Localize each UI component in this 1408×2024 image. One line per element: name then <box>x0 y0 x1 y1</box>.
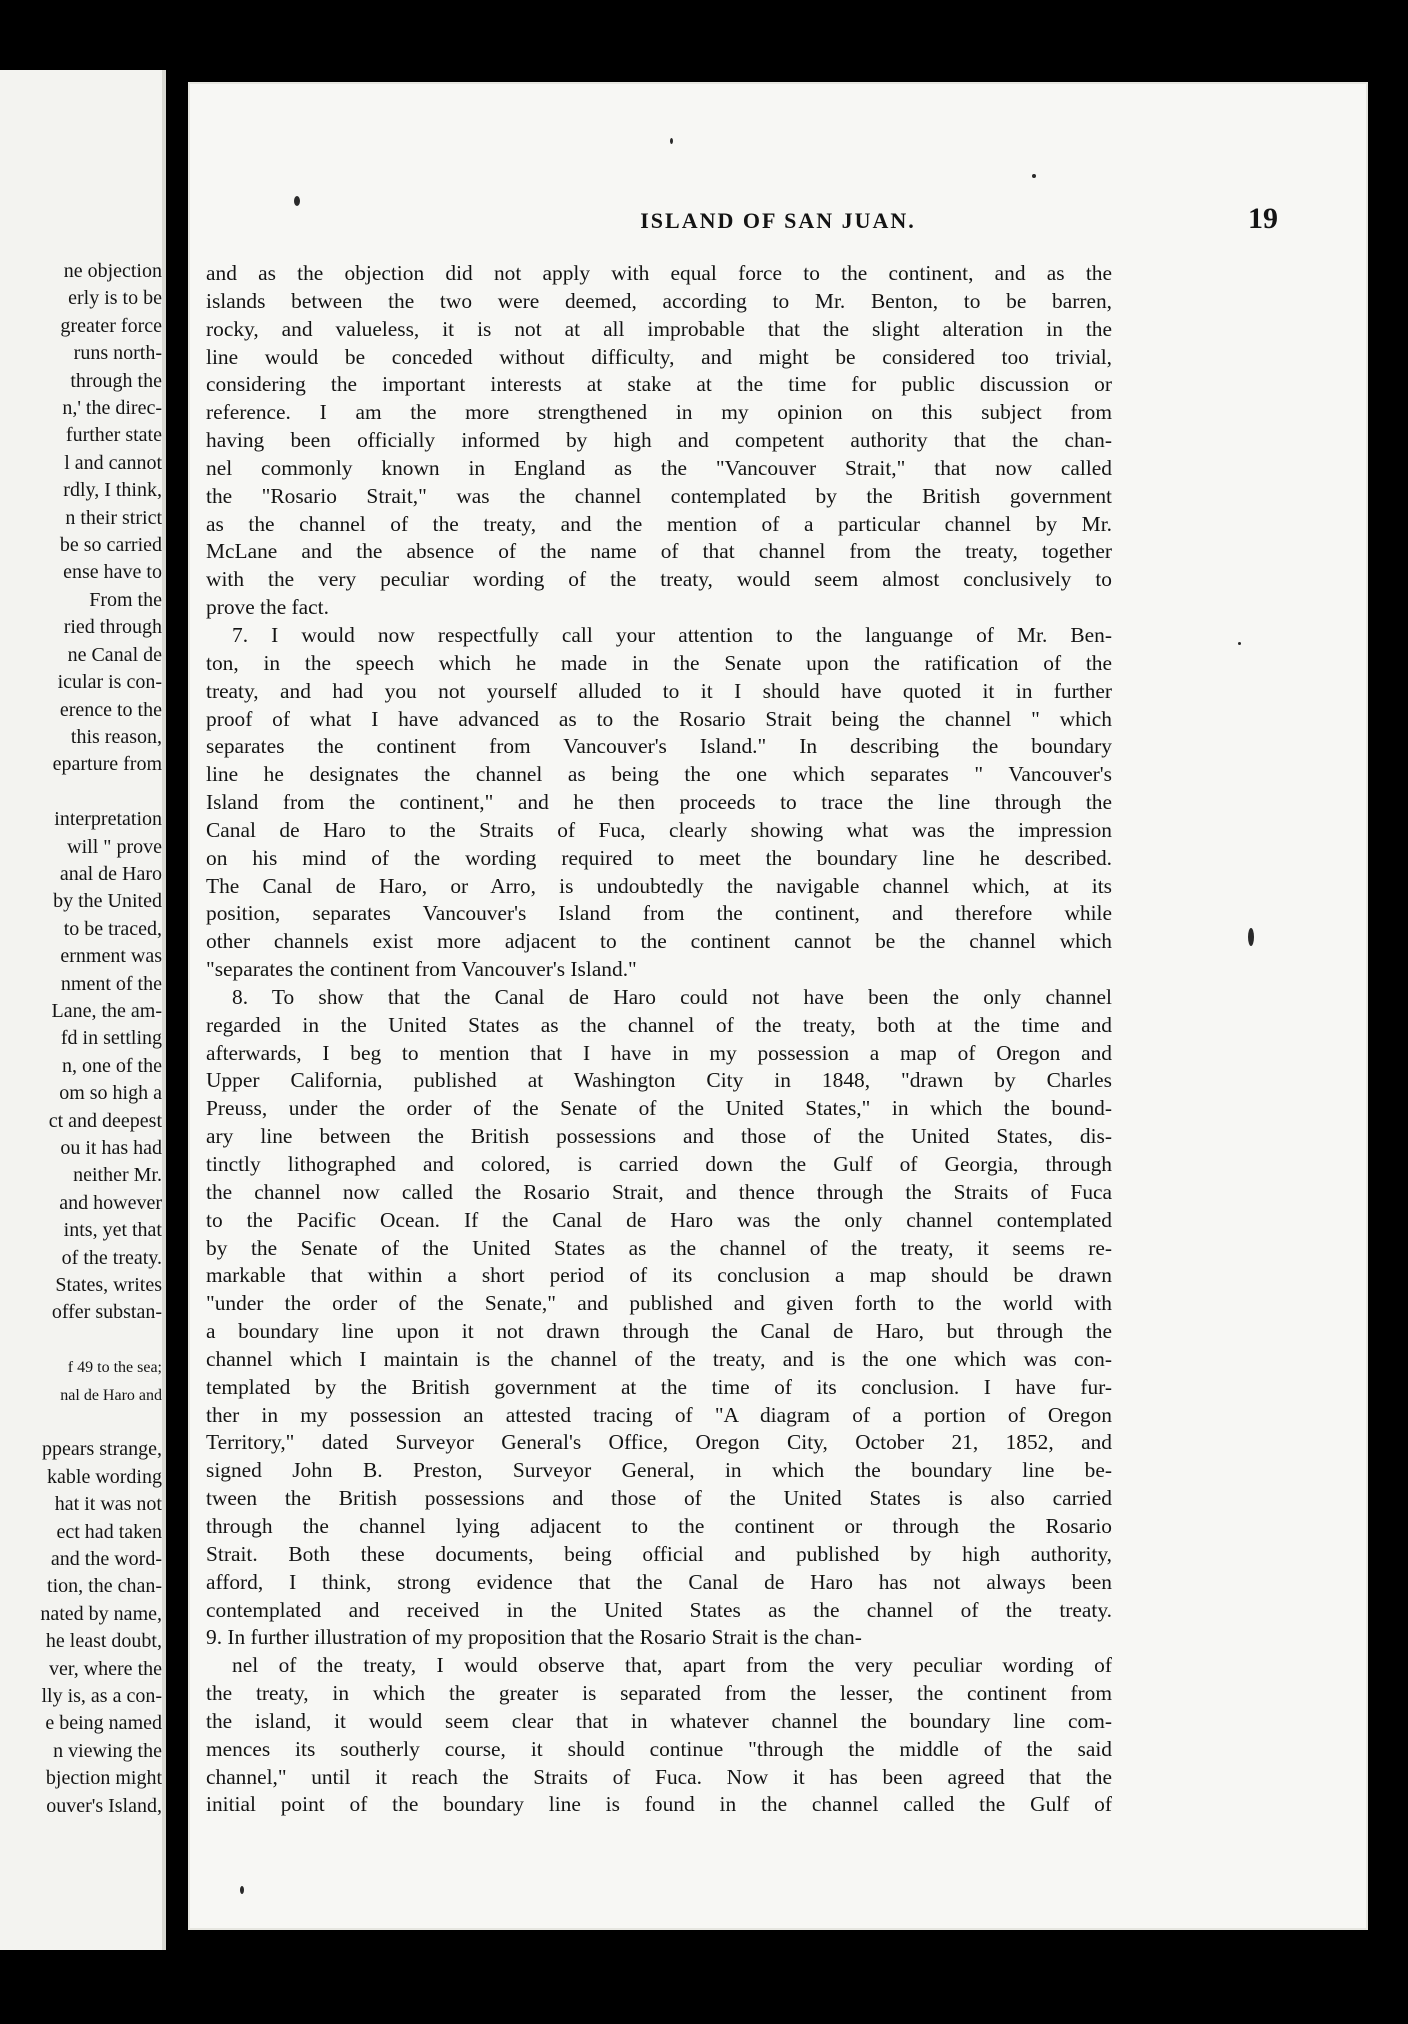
left-page-line: kable wording <box>47 1465 162 1488</box>
text-line: Canal de Haro to the Straits of Fuca, clearly showing what was the impression <box>206 817 1112 842</box>
text-line: tinctly lithographed and colored, is carried down the Gulf of Georgia, through <box>206 1152 1112 1176</box>
left-page-line: neither Mr. <box>73 1164 162 1187</box>
text-line: The Canal de Haro, or Arro, is undoubtedly the navigable channel which, at its <box>206 873 1112 898</box>
text-line: afford, I think, strong evidence that the Canal de Haro has not always been <box>206 1569 1112 1594</box>
left-page-line: ou it has had <box>60 1136 162 1159</box>
left-page-line: tion, the chan- <box>47 1575 162 1598</box>
text-line: islands between the two were deemed, according to Mr. Benton, to be barren, <box>206 288 1112 313</box>
text-line: rocky, and valueless, it is not at all improbable that the slight alteration in the <box>206 316 1112 341</box>
text-line: through the channel lying adjacent to the continent or through the Rosario <box>206 1513 1112 1538</box>
left-page-line: further state <box>65 424 162 447</box>
left-page-line: ect had taken <box>56 1520 162 1543</box>
text-line: 7. I would now respectfully call your attention to the languange of Mr. Ben- <box>232 622 1112 647</box>
left-page-line: ver, where the <box>48 1657 162 1680</box>
left-page-line: n their strict <box>65 506 162 529</box>
left-page-line: nal de Haro and <box>60 1386 162 1404</box>
text-line: channel," until it reach the Straits of Fuca. Now it has been agreed that the <box>206 1764 1112 1789</box>
left-page-line: l and cannot <box>64 451 162 474</box>
text-line: Island from the continent," and he then proceeds to trace the line through the <box>206 790 1112 815</box>
left-page-line: nated by name, <box>40 1602 162 1625</box>
text-line: to the Pacific Ocean. If the Canal de Haro was the only channel contemplated <box>206 1207 1112 1232</box>
left-page-line <box>0 1327 162 1354</box>
text-line: initial point of the boundary line is found in the channel called the Gulf of <box>206 1792 1112 1817</box>
text-line: nel commonly known in England as the "Vancouver Strait," that now called <box>206 455 1112 480</box>
text-line: line would be conceded without difficulty, and might be considered too trivial, <box>206 344 1112 369</box>
text-line: 9. In further illustration of my proposition that the Rosario Strait is the chan- <box>206 1625 862 1650</box>
left-page-line: offer substan- <box>51 1301 162 1324</box>
left-page-line: ints, yet that <box>63 1219 162 1242</box>
text-line: the channel now called the Rosario Strait, and thence through the Straits of Fuca <box>206 1179 1112 1204</box>
running-title: ISLAND OF SAN JUAN. <box>640 208 916 233</box>
left-page-line: runs north- <box>73 342 162 365</box>
left-page-line: rdly, I think, <box>63 479 162 502</box>
left-page-line: ried through <box>63 616 162 639</box>
text-line: "under the order of the Senate," and published and given forth to the world with <box>206 1291 1112 1316</box>
text-line: position, separates Vancouver's Island from the continent, and therefore while <box>206 901 1112 926</box>
document-page <box>188 82 1368 1930</box>
text-line: 8. To show that the Canal de Haro could not have been the only channel <box>232 984 1112 1009</box>
left-page-line: hat it was not <box>54 1493 162 1516</box>
text-line: tween the British possessions and those of the United States is also carried <box>206 1486 1112 1511</box>
left-page-line: ne Canal de <box>67 643 162 666</box>
text-line: contemplated and received in the United States as the channel of the treaty. <box>206 1597 1112 1622</box>
text-line: having been officially informed by high and competent authority that the chan- <box>206 428 1112 453</box>
text-line: as the channel of the treaty, and the mention of a particular channel by Mr. <box>206 511 1112 536</box>
text-line: Territory," dated Surveyor General's Office, Oregon City, October 21, 1852, and <box>206 1430 1112 1455</box>
left-page-line: anal de Haro <box>59 862 162 885</box>
left-page-line: through the <box>70 369 162 392</box>
text-line: "separates the continent from Vancouver's Island." <box>206 957 637 982</box>
text-line: with the very peculiar wording of the treaty, would seem almost conclusively to <box>206 567 1112 592</box>
left-page-line: States, writes <box>55 1274 162 1297</box>
left-page-fragment <box>0 70 166 1950</box>
text-line: a boundary line upon it not drawn through the Canal de Haro, but through the <box>206 1319 1112 1344</box>
left-page-line: e being named <box>45 1712 162 1735</box>
left-page-line: n viewing the <box>53 1739 162 1762</box>
text-line: Preuss, under the order of the Senate of the United States," in which the bound- <box>206 1096 1112 1121</box>
text-line: McLane and the absence of the name of that channel from the treaty, together <box>206 539 1112 564</box>
left-page-line: nment of the <box>60 972 162 995</box>
left-page-line: fd in settling <box>60 1027 162 1050</box>
text-line: channel which I maintain is the channel of the treaty, and is the one which was con- <box>206 1346 1112 1371</box>
text-line: signed John B. Preston, Surveyor General, in which the boundary line be- <box>206 1458 1112 1483</box>
text-line: reference. I am the more strengthened in my opinion on this subject from <box>206 400 1112 425</box>
text-line: ary line between the British possessions and those of the United States, dis- <box>206 1124 1112 1149</box>
text-line: considering the important interests at stake at the time for public discussion or <box>206 372 1112 397</box>
body-text <box>206 260 1112 1819</box>
left-page-line: bjection might <box>45 1767 162 1790</box>
text-line: afterwards, I beg to mention that I have in my possession a map of Oregon and <box>206 1040 1112 1065</box>
text-line: and as the objection did not apply with equal force to the continent, and as the <box>206 261 1112 285</box>
text-line: the treaty, in which the greater is separated from the lesser, the continent from <box>206 1681 1112 1706</box>
left-page-line: ense have to <box>63 561 162 584</box>
text-line: Strait. Both these documents, being official and published by high authority, <box>206 1541 1112 1566</box>
left-page-line <box>0 779 162 806</box>
left-page-line: ppears strange, <box>42 1438 162 1461</box>
text-line: templated by the British government at the time of its conclusion. I have fur- <box>206 1374 1112 1399</box>
text-line: separates the continent from Vancouver's Island." In describing the boundary <box>206 734 1112 759</box>
left-page-line: ouver's Island, <box>46 1794 162 1817</box>
left-page-line <box>0 1409 162 1436</box>
left-page-line: greater force <box>60 314 162 337</box>
text-line: regarded in the United States as the channel of the treaty, both at the time and <box>206 1012 1112 1037</box>
left-page-line: ne objection <box>63 260 162 282</box>
left-page-line: n,' the direc- <box>62 397 162 420</box>
left-page-line: and however <box>59 1191 162 1214</box>
left-page-line: erence to the <box>59 698 162 721</box>
page-header <box>188 202 1368 242</box>
left-page-line: erly is to be <box>68 287 162 310</box>
left-page-line: From the <box>89 588 162 611</box>
left-page-line: of the treaty. <box>61 1246 162 1269</box>
left-page-line: Lane, the am- <box>51 999 162 1022</box>
text-line: proof of what I have advanced as to the Rosario Strait being the channel " which <box>206 706 1112 731</box>
left-page-line: interpretation <box>54 808 162 831</box>
left-page-line: eparture from <box>52 753 162 776</box>
text-line: markable that within a short period of its conclusion a map should be drawn <box>206 1263 1112 1288</box>
left-page-line: ct and deepest <box>48 1109 162 1132</box>
left-page-line: by the United <box>53 890 162 913</box>
text-line: ton, in the speech which he made in the Senate upon the ratification of the <box>206 650 1112 675</box>
left-page-line: om so high a <box>59 1082 162 1105</box>
text-line: Upper California, published at Washington City in 1848, "drawn by Charles <box>206 1068 1112 1093</box>
text-line: the "Rosario Strait," was the channel contemplated by the British government <box>206 483 1112 508</box>
page-number: 19 <box>1248 202 1278 235</box>
text-line: line he designates the channel as being the one which separates " Vancouver's <box>206 762 1112 787</box>
text-line: the island, it would seem clear that in whatever channel the boundary line com- <box>206 1708 1112 1733</box>
page-gutter <box>162 70 166 1950</box>
left-page-line: be so carried <box>59 534 162 557</box>
text-line: ther in my possession an attested tracing of "A diagram of a portion of Oregon <box>206 1402 1112 1427</box>
left-page-line: f 49 to the sea; <box>67 1359 162 1377</box>
left-page-line: icular is con- <box>57 671 162 694</box>
text-line: prove the fact. <box>206 595 329 620</box>
left-page-line: and the word- <box>50 1548 162 1571</box>
text-line: mences its southerly course, it should continue "through the middle of the said <box>206 1736 1112 1761</box>
left-page-line: lly is, as a con- <box>41 1685 162 1708</box>
left-page-line: to be traced, <box>63 917 162 940</box>
left-page-line: ernment was <box>60 945 162 968</box>
text-line: by the Senate of the United States as the channel of the treaty, it seems re- <box>206 1235 1112 1260</box>
left-page-line: he least doubt, <box>45 1630 162 1653</box>
text-line: treaty, and had you not yourself alluded to it I should have quoted it in further <box>206 678 1112 703</box>
left-page-text <box>0 258 162 1820</box>
text-line: other channels exist more adjacent to the continent cannot be the channel which <box>206 929 1112 954</box>
text-line: nel of the treaty, I would observe that, apart from the very peculiar wording of <box>232 1653 1112 1678</box>
left-page-line: this reason, <box>70 725 162 748</box>
text-line: on his mind of the wording required to meet the boundary line he described. <box>206 845 1112 870</box>
left-page-line: will " prove <box>67 835 162 858</box>
left-page-line: n, one of the <box>62 1054 162 1077</box>
